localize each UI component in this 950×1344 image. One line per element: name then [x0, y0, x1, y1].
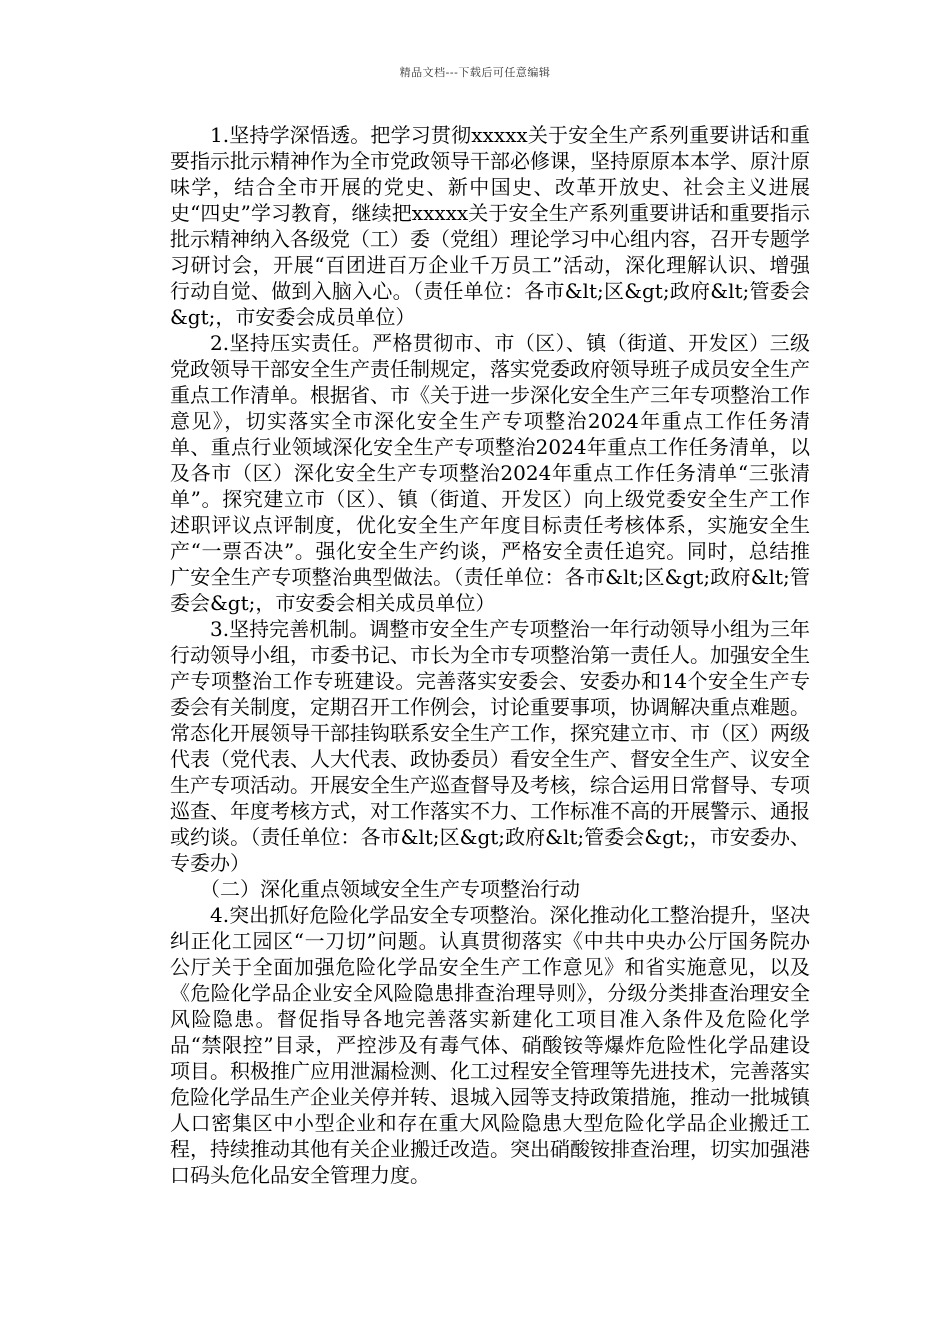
paragraph-3-mechanism: 3.坚持完善机制。调整市安全生产专项整治一年行动领导小组为三年行动领导小组，市委书记、市长为全市专项整治第一责任人。加强安全生产专项整治工作专班建设。完善落实安委会、安委办和14个安全生产专委会有关制度，定期召开工作例会，讨论重要事项，协调解决重点难题。常态化开展领导干部挂钩联系安全生产工作，探究建立市、市（区）两级代表（党代表、人大代表、政协委员）看安全生产、督安全生产、议安全生产专项活动。开展安全生产巡查督导及考核，综合运用日常督导、专项巡查、年度考核方式，对工作落实不力、工作标准不高的开展警示、通报或约谈。（责任单位：各市&lt;区&gt;政府&lt;管委会&gt;，市安委办、专委办）: [170, 617, 810, 875]
document-body: [170, 122, 810, 1188]
section-heading-2: （二）深化重点领域安全生产专项整治行动: [200, 877, 580, 901]
page-header: 精品文档---下载后可任意编辑: [399, 66, 551, 79]
paragraph-2-responsibility: 2.坚持压实责任。严格贯彻市、市（区）、镇（街道、开发区）三级党政领导干部安全生产责任制规定，落实党委政府领导班子成员安全生产重点工作清单。根据省、市《关于进一步深化安全生产三年专项整治工作意见》，切实落实全市深化安全生产专项整治2024年重点工作任务清单、重点行业领域深化安全生产专项整治2024年重点工作任务清单，以及各市（区）深化安全生产专项整治2024年重点工作任务清单“三张清单”。探究建立市（区）、镇（街道、开发区）向上级党委安全生产工作述职评议点评制度，优化安全生产年度目标责任考核体系，实施安全生产“一票否决”。强化安全生产约谈，严格安全责任追究。同时，总结推广安全生产专项整治典型做法。（责任单位：各市&lt;区&gt;政府&lt;管委会&gt;，市安委会相关成员单位）: [170, 331, 810, 615]
paragraph-1-study: 1.坚持学深悟透。把学习贯彻xxxxx关于安全生产系列重要讲话和重要指示批示精神作为全市党政领导干部必修课，坚持原原本本学、原汁原味学，结合全市开展的党史、新中国史、改革开放史、社会主义进展史“四史”学习教育，继续把xxxxx关于安全生产系列重要讲话和重要指示批示精神纳入各级党（工）委（党组）理论学习中心组内容，召开专题学习研讨会，开展“百团进百万企业千万员工”活动，深化理解认识、增强行动自觉、做到入脑入心。（责任单位：各市&lt;区&gt;政府&lt;管委会&gt;，市安委会成员单位）: [170, 123, 810, 329]
paragraph-4-hazardous-chemicals: 4.突出抓好危险化学品安全专项整治。深化推动化工整治提升，坚决纠正化工园区“一刀切”问题。认真贯彻落实《中共中央办公厅国务院办公厅关于全面加强危险化学品安全生产工作意见》和省实施意见，以及《危险化学品企业安全风险隐患排查治理导则》，分级分类排查治理安全风险隐患。督促指导各地完善落实新建化工项目准入条件及危险化学品“禁限控”目录，严控涉及有毒气体、硝酸铵等爆炸危险性化学品建设项目。积极推广应用泄漏检测、化工过程安全管理等先进技术，完善落实危险化学品生产企业关停并转、退城入园等支持政策措施，推动一批城镇人口密集区中小型企业和存在重大风险隐患大型危险化学品企业搬迁工程，持续推动其他有关企业搬迁改造。突出硝酸铵排查治理，切实加强港口码头危化品安全管理力度。: [170, 903, 810, 1187]
